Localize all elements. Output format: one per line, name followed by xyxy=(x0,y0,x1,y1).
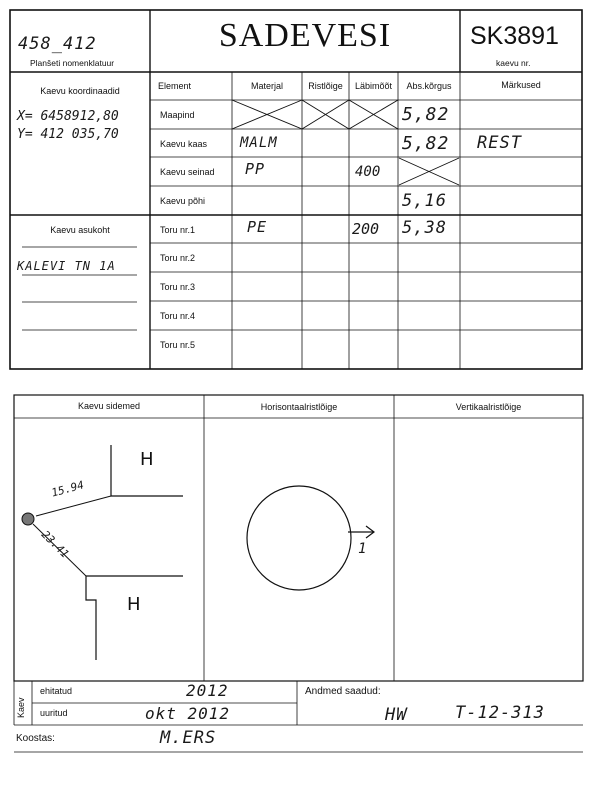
col-labimoot: Läbimõõt xyxy=(354,81,393,91)
andmed-value-source: HW xyxy=(385,705,408,725)
col-element: Element xyxy=(158,81,192,91)
andmed-label: Andmed saadud: xyxy=(305,686,381,697)
location-label: Kaevu asukoht xyxy=(50,225,110,235)
table-row-element: Toru nr.3 xyxy=(160,282,196,292)
col-markused: Märkused xyxy=(501,80,541,90)
well-section-circle xyxy=(247,486,351,590)
abs-toru1: 5,38 xyxy=(402,218,447,238)
col-horizontal-section: Horisontaalristlõige xyxy=(260,402,338,412)
materjal-toru1: PE xyxy=(247,218,268,236)
uuritud-label: uuritud xyxy=(40,708,68,718)
labimoot-seinad: 400 xyxy=(355,164,381,180)
table-row-element: Toru nr.2 xyxy=(160,253,196,263)
building-mark-bottom: H xyxy=(127,594,141,615)
tie-distance-2: 23.41 xyxy=(38,528,72,561)
sheet-number: 458_412 xyxy=(18,34,97,54)
materjal-kaas: MALM xyxy=(240,135,278,151)
ehitatud-value: 2012 xyxy=(186,681,229,700)
table-row-element: Kaevu põhi xyxy=(160,196,206,206)
coordinate-x: X= 6458912,80 xyxy=(17,109,119,124)
building-mark-top: H xyxy=(140,449,154,470)
well-symbol xyxy=(22,513,34,525)
table-row-element: Kaevu kaas xyxy=(160,139,208,149)
uuritud-value: okt 2012 xyxy=(145,704,231,723)
coordinate-y: Y= 412 035,70 xyxy=(17,127,119,142)
table-row-element: Toru nr.5 xyxy=(160,340,196,350)
table-row-element: Maapind xyxy=(160,110,195,120)
koostas-value: M.ERS xyxy=(160,728,217,748)
materjal-seinad: PP xyxy=(245,160,266,178)
form-title: SADEVESI xyxy=(218,17,392,54)
pipe-number: 1 xyxy=(358,541,368,557)
markused-kaas: REST xyxy=(477,133,522,153)
sheet-nomenclature-label: Planšeti nomenklatuur xyxy=(30,58,115,68)
col-well-ties: Kaevu sidemed xyxy=(77,401,141,411)
col-ristloige: Ristlõige xyxy=(308,81,343,91)
abs-pohi: 5,16 xyxy=(402,191,447,211)
table-row-element: Toru nr.1 xyxy=(160,225,196,235)
koostas-label: Koostas: xyxy=(16,733,55,744)
table-row-element: Toru nr.4 xyxy=(160,311,196,321)
col-vertical-section: Vertikaalristlõige xyxy=(455,402,522,412)
well-number-label: kaevu nr. xyxy=(496,58,531,68)
col-abs-korgus: Abs.kõrgus xyxy=(406,81,452,91)
abs-maapind: 5,82 xyxy=(402,104,450,125)
coordinates-label: Kaevu koordinaadid xyxy=(40,86,120,96)
tie-distance-1: 15.94 xyxy=(50,478,86,500)
location-value: KALEVI TN 1A xyxy=(17,259,116,273)
abs-kaas: 5,82 xyxy=(402,133,450,154)
well-number: SK3891 xyxy=(470,22,559,50)
kaev-label: Kaev xyxy=(16,697,26,718)
labimoot-toru1: 200 xyxy=(352,220,380,238)
andmed-value-reference: T-12-313 xyxy=(455,703,545,723)
table-row-element: Kaevu seinad xyxy=(160,167,215,177)
ehitatud-label: ehitatud xyxy=(40,686,73,696)
col-materjal: Materjal xyxy=(250,81,283,91)
